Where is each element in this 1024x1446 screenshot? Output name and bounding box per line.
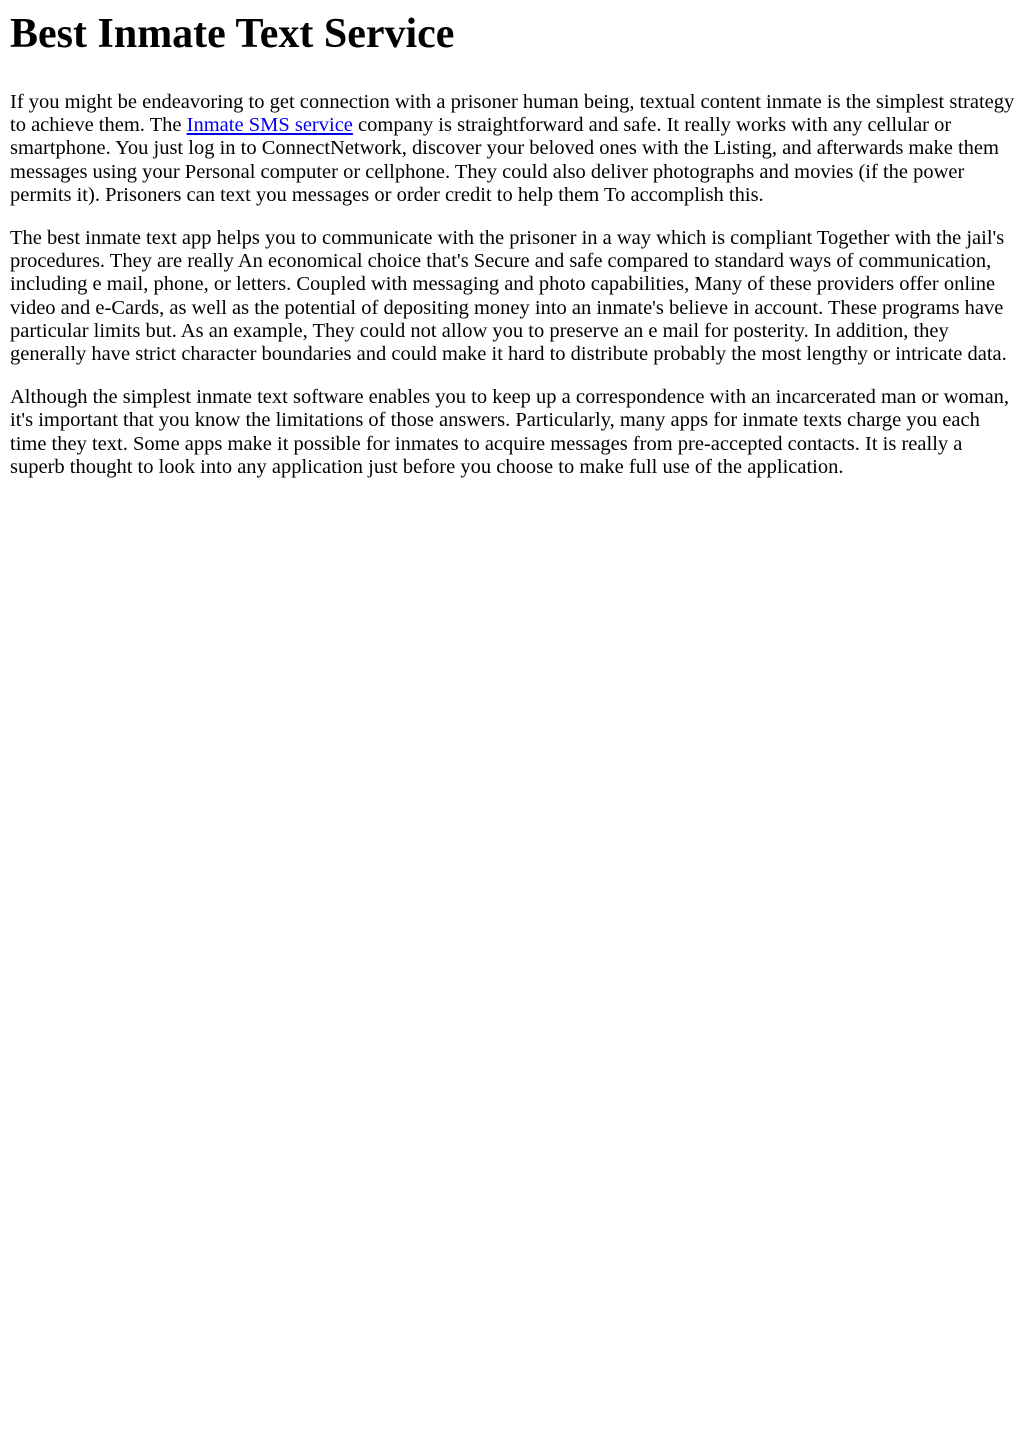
paragraph-app-benefits: The best inmate text app helps you to communicate with the prisoner in a way which is compliant Together with the jail's procedures. They are really An economical choice that's Secure and safe compared to standard ways of communication, including e mail, phone, or letters. Coupled with messaging and photo capabilities, Many of these providers offer online video and e-Cards, as well as the potential of depositing money into an inmate's believe in account. These programs have particular limits but. As an example, They could not allow you to preserve an e mail for posterity. In addition, they generally have strict character boundaries and could make it hard to distribute probably the most lengthy or intricate data.	[10, 227, 1007, 366]
paragraph-intro	[10, 91, 1016, 207]
paragraph-intro-text-after: company is straightforward and safe. It really works with any cellular or smartphone. You just log in to ConnectNetwork, discover your beloved ones with the Listing, and afterwards make them messages using your Personal computer or cellphone. They could also deliver photographs and movies (if the power permits it). Prisoners can text you messages or order credit to help them To accomplish this.	[10, 114, 999, 206]
inmate-sms-service-link[interactable]: Inmate SMS service	[186, 114, 353, 137]
paragraph-intro-text-before: If you might be endeavoring to get connection with a prisoner human being, textual content inmate is the simplest strategy to achieve them. The	[10, 91, 1015, 137]
page	[0, 10, 1024, 1446]
page-title: Best Inmate Text Service	[10, 11, 455, 57]
paragraph-limitations: Although the simplest inmate text software enables you to keep up a correspondence with an incarcerated man or woman, it's important that you know the limitations of those answers. Particularly, many apps for inmate texts charge you each time they text. Some apps make it possible for inmates to acquire messages from pre-accepted contacts. It is really a superb thought to look into any application just before you choose to make full use of the application.	[10, 386, 1010, 478]
